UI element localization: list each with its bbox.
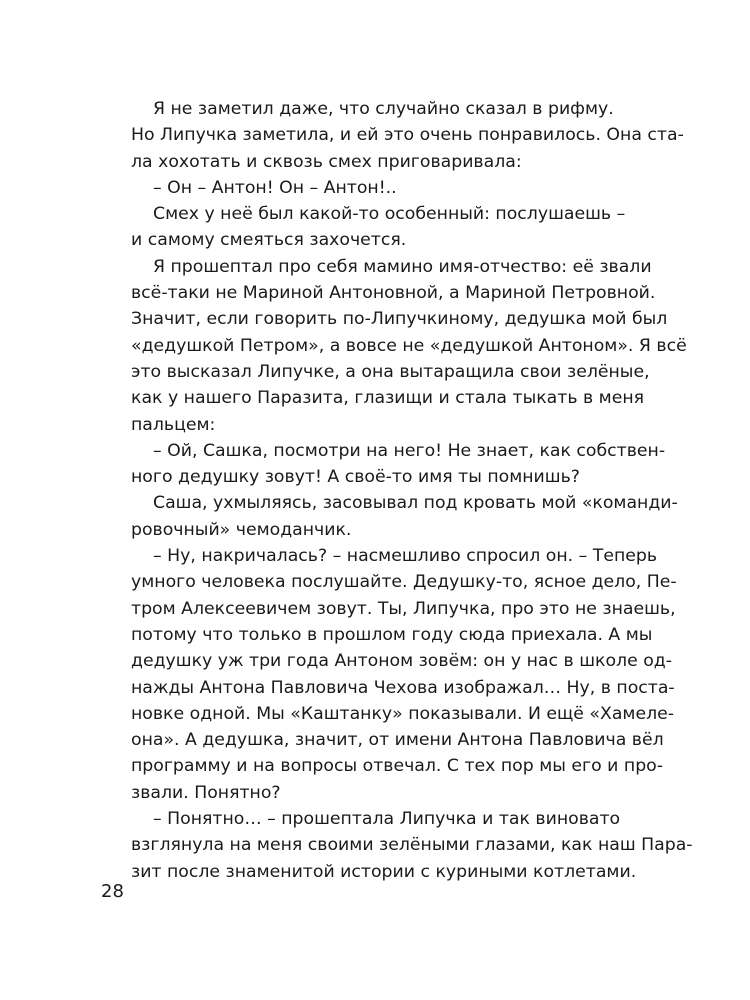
text-line: ного дедушку зовут! А своё-то имя ты помнишь? [131,467,580,488]
text-line: умного человека послушайте. Дедушку-то, ясное дело, Пе- [131,572,677,593]
text-line: всё-таки не Мариной Антоновной, а Мариной Петровной. [131,283,656,304]
paragraph [131,201,626,254]
text-line: нажды Антона Павловича Чехова изображал… Ну, в поста- [131,677,675,698]
text-line: и самому смеяться захочется. [131,230,407,251]
text-line: Саша, ухмыляясь, засовывал под кровать мой «команди- [153,493,678,514]
text-line: – Ой, Сашка, посмотри на него! Не знает, как собствен- [153,440,666,461]
text-line: Смех у неё был какой-то особенный: послушаешь – [153,204,626,225]
text-line: – Понятно… – прошептала Липучка и так виновато [153,809,621,830]
text-line: звали. Понятно? [131,782,281,803]
text-line: программу и на вопросы отвечал. С тех пор мы его и про- [131,756,663,777]
text-line: она». А дедушка, значит, от имени Антона Павловича вёл [131,730,664,751]
paragraph [131,806,693,885]
paragraph [131,175,613,201]
page-text [131,96,693,885]
text-line: потому что только в прошлом году сюда приехала. А мы [131,624,653,645]
text-line: пальцем: [131,414,216,435]
text-line: тром Алексеевичем зовут. Ты, Липучка, про это не знаешь, [131,598,676,619]
text-line: – Он – Антон! Он – Антон!.. [153,177,397,198]
text-line: это высказал Липучке, а она вытаращила свои зелёные, [131,361,650,382]
paragraph [131,438,666,491]
text-line: взглянула на меня своими зелёными глазами, как наш Пара- [131,835,693,856]
text-line: Значит, если говорить по-Липучкиному, дедушка мой был [131,309,668,330]
text-line: как у нашего Паразита, глазищи и стала тыкать в меня [131,388,645,409]
paragraph [131,96,684,175]
paragraph [131,490,678,543]
paragraph [131,543,677,806]
text-line: Я прошептал про себя мамино имя-отчество: её звали [153,256,652,277]
text-line: Я не заметил даже, что случайно сказал в рифму. [153,99,614,119]
text-line: «дедушкой Петром», а вовсе не «дедушкой Антоном». Я всё [131,335,687,356]
text-line: зит после знаменитой истории с куриными котлетами. [131,861,637,882]
text-line: новке одной. Мы «Каштанку» показывали. И ещё «Хамеле- [131,703,675,724]
text-line: ровочный» чемоданчик. [131,519,352,540]
text-line: ла хохотать и сквозь смех приговаривала: [131,151,522,172]
text-line: Но Липучка заметила, и ей это очень понравилось. Она ста- [131,125,684,146]
page-number: 28 [101,881,124,902]
text-line: – Ну, накричалась? – насмешливо спросил он. – Теперь [153,546,658,567]
paragraph [131,254,687,438]
text-line: дедушку уж три года Антоном зовём: он у нас в школе од- [131,651,672,672]
